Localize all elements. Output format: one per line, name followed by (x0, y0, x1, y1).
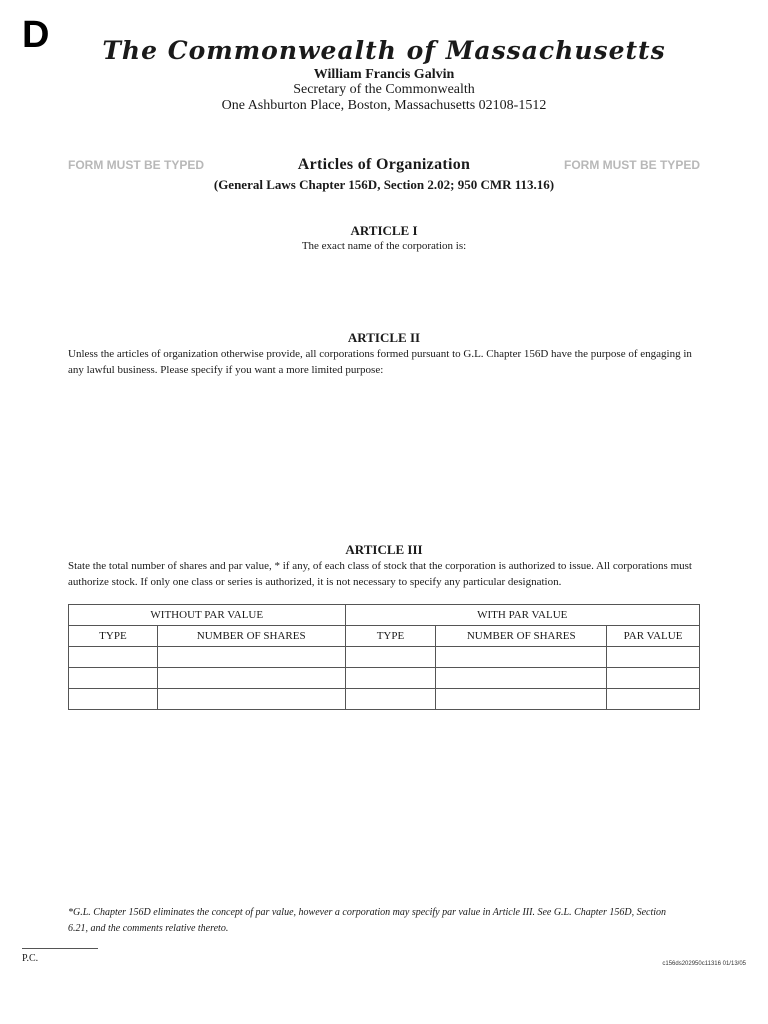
secretary-office: Secretary of the Commonwealth (293, 82, 475, 97)
cell-shares-without-par[interactable] (157, 668, 345, 689)
cell-shares-with-par[interactable] (436, 647, 607, 668)
secretary-name: William Francis Galvin (313, 67, 455, 82)
cell-type-with-par[interactable] (345, 668, 436, 689)
office-address: One Ashburton Place, Boston, Massachusetts 02108-1512 (221, 98, 547, 113)
cell-shares-without-par[interactable] (157, 689, 345, 710)
table-column-header-row (69, 626, 700, 647)
form-code: c156ds202950c11316 01/13/05 (662, 961, 746, 967)
cell-type-with-par[interactable] (345, 689, 436, 710)
cell-shares-with-par[interactable] (436, 668, 607, 689)
cell-par-value[interactable] (607, 689, 700, 710)
col-number-of-shares-1: NUMBER OF SHARES (157, 626, 345, 647)
pc-label: P.C. (22, 953, 39, 964)
article-2-heading: ARTICLE II (347, 330, 421, 345)
cell-type-without-par[interactable] (69, 689, 158, 710)
cell-shares-without-par[interactable] (157, 647, 345, 668)
table-row (69, 689, 700, 710)
col-type-1: TYPE (69, 626, 158, 647)
header-without-par-value: WITHOUT PAR VALUE (69, 605, 346, 626)
shares-table (68, 604, 700, 710)
typed-notice-left: FORM MUST BE TYPED (68, 158, 205, 172)
article-3-text: State the total number of shares and par value, * if any, of each class of stock that the corporation is authorized to issue. All corporations must authorize stock. If only one class or series is authorized, it is not necessary to specify any particular designation. (68, 560, 692, 588)
table-group-header-row (69, 605, 700, 626)
header-with-par-value: WITH PAR VALUE (345, 605, 699, 626)
col-par-value: PAR VALUE (607, 626, 700, 647)
cell-par-value[interactable] (607, 668, 700, 689)
form-letter: D (22, 14, 50, 56)
cell-shares-with-par[interactable] (436, 689, 607, 710)
table-row (69, 668, 700, 689)
cell-par-value[interactable] (607, 647, 700, 668)
col-number-of-shares-2: NUMBER OF SHARES (436, 626, 607, 647)
article-3-heading: ARTICLE III (345, 542, 423, 557)
form-subtitle: (General Laws Chapter 156D, Section 2.02; 950 CMR 113.16) (213, 177, 555, 192)
form-title: Articles of Organization (297, 156, 471, 173)
footer-divider (22, 948, 98, 949)
cell-type-without-par[interactable] (69, 647, 158, 668)
cell-type-without-par[interactable] (69, 668, 158, 689)
cell-type-with-par[interactable] (345, 647, 436, 668)
article-1-text: The exact name of the corporation is: (301, 240, 467, 252)
article-2-text: Unless the articles of organization otherwise provide, all corporations formed pursuant to G.L. Chapter 156D have the purpose of engaging in any lawful business. Please specify if you want a more limited purpose: (68, 348, 692, 376)
col-type-2: TYPE (345, 626, 436, 647)
page-title: The Commonwealth of Massachusetts (102, 36, 666, 65)
table-row (69, 647, 700, 668)
par-value-footnote: *G.L. Chapter 156D eliminates the concept of par value, however a corporation may specify par value in Article III. See G.L. Chapter 156D, Section 6.21, and the comments relative thereto. (68, 907, 667, 934)
typed-notice-right: FORM MUST BE TYPED (563, 158, 700, 172)
article-1-heading: ARTICLE I (350, 223, 418, 238)
